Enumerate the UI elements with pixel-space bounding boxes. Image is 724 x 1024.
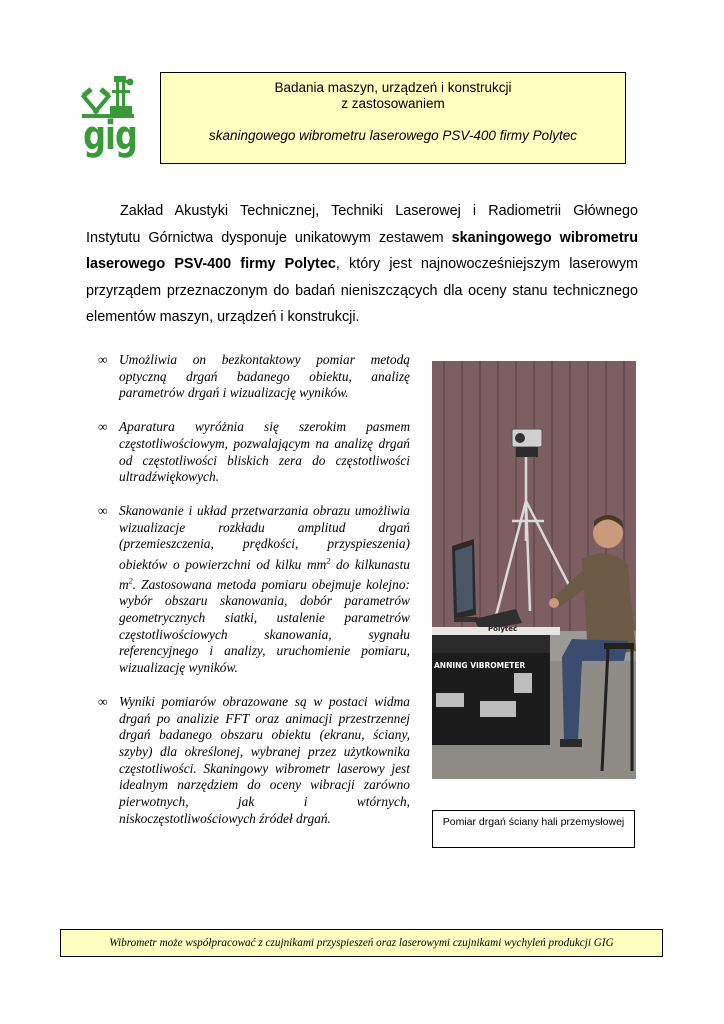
intro-bold-product: skaningowego wibrometru laserowego PSV-400 firmy Polytec (86, 229, 638, 272)
footer-note: Wibrometr może współpracować z czujnikami przyspieszeń oraz laserowymi czujnikami wychyleń produkcji GIG (60, 929, 663, 957)
superscript: 2 (326, 556, 331, 566)
title-line-3: skaningowego wibrometru laserowego PSV-400 firmy Polytec (209, 128, 577, 143)
intro-paragraph (86, 198, 638, 331)
list-item-text-b: do kilkunastu m (119, 556, 410, 592)
list-item (98, 503, 410, 677)
intro-text-part-2: , który jest najnowocześniejszym laserowym przyrządem przeznaczonym do badań nieniszczących dla oceny stanu technicznego elementów maszyn, urządzeń i konstrukcji. (86, 256, 638, 325)
title-line-1: Badania maszyn, urządzeń i konstrukcji (274, 80, 512, 95)
list-item-text (119, 503, 410, 675)
list-item-text-c: . Zastosowana metoda pomiaru obejmuje kolejno: wybór obszaru skanowania, dobór parametrów geometrycznych siatki, ustalenie parametrów częstotliwościowych skanowania, sygnału referencyjnego i analizy, uruchomienie pomiaru, wizualizację wyników. (119, 576, 410, 676)
case-brand-label: Polytec (488, 625, 518, 633)
infinity-bullet-icon: ∞ (98, 352, 108, 367)
infinity-bullet-icon: ∞ (98, 419, 108, 435)
list-item-text: Aparatura wyróżnia się szerokim pasmem częstotliwościowym, pozwalającym na analizę drgań od częstotliwości bliskich zera do częstotliwości ultradźwiękowych. (119, 419, 410, 485)
logo-text: gig (83, 111, 137, 159)
infinity-bullet-icon: ∞ (98, 502, 108, 518)
list-item-text: Wyniki pomiarów obrazowane są w postaci widma drgań po analizie FFT oraz animacji przestrzennej drgań badanego obszaru obiektu (ekranu, ściany, szyby) dla określonej, wybranej przez użytkownika częstotliwości. Skaningowy wibrometr laserowy jest idealnym narzędziem do oceny wibracji zarówno pierwotnych, jak i wtórnych, niskoczęstotliwościowych źródeł drgań. (119, 693, 410, 826)
list-item (98, 419, 410, 486)
list-item (98, 694, 410, 828)
title-box (160, 72, 626, 164)
gig-logo (78, 70, 140, 162)
measurement-photo (432, 361, 636, 779)
list-item (98, 352, 410, 402)
superscript: 2 (128, 576, 133, 586)
list-item-text-a: Skanowanie i układ przetwarzania obrazu umożliwia wizualizacje rozkładu amplitud drgań (przemieszczenia, prędkości, przyspieszenia) obiektów o powierzchni od kilku mm (119, 502, 410, 572)
photo-caption: Pomiar drgań ściany hali przemysłowej (432, 810, 635, 848)
feature-list (98, 352, 410, 845)
intro-text-part-1: Zakład Akustyki Technicznej, Techniki Laserowej i Radiometrii Głównego Instytutu Górnictwa dysponuje unikatowym zestawem (86, 203, 638, 246)
infinity-bullet-icon: ∞ (98, 693, 108, 709)
list-item-text: Umożliwia on bezkontaktowy pomiar metodą optyczną drgań badanego obiektu, analizę parametrów drgań i wizualizację wyników. (119, 352, 410, 401)
case-label: ANNING VIBROMETER (434, 661, 526, 670)
title-line-2: z zastosowaniem (341, 96, 445, 111)
